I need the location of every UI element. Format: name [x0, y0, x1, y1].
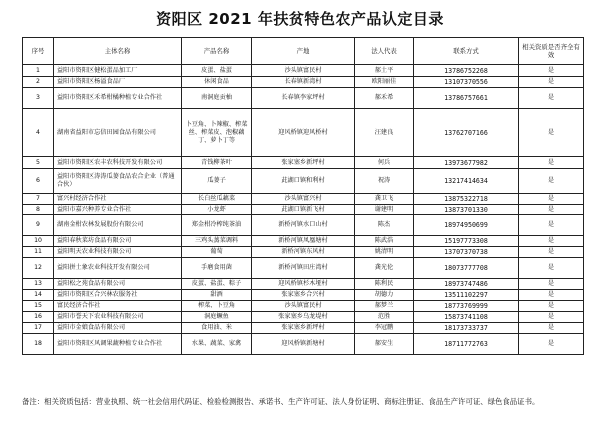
cell-origin: 茈湖口镇新飞村 — [252, 205, 355, 215]
cell-phone: 18974950699 — [414, 215, 519, 236]
cell-valid: 是 — [519, 194, 584, 205]
cell-origin: 长春镇新湾村 — [252, 77, 355, 88]
cell-phone: 13107370556 — [414, 77, 519, 88]
cell-origin: 迎风桥镇杉木垭村 — [252, 279, 355, 290]
cell-no: 8 — [23, 205, 54, 215]
cell-entity: 益阳市资阳区健松蛋品加工厂 — [54, 65, 182, 77]
cell-valid: 是 — [519, 236, 584, 247]
table-row — [23, 279, 584, 290]
cell-product: 青钱柳茶叶 — [182, 157, 252, 169]
cell-rep: 郝土平 — [355, 65, 414, 77]
cell-product: 小龙虾 — [182, 205, 252, 215]
cell-product: 休闲食品 — [182, 77, 252, 88]
header-phone: 联系方式 — [414, 38, 519, 65]
cell-rep: 胡德力 — [355, 290, 414, 301]
cell-origin: 迎风桥镇新塘村 — [252, 334, 355, 355]
cell-origin: 迎风桥镇迎风桥村 — [252, 109, 355, 157]
cell-origin: 长春镇李家坪村 — [252, 88, 355, 109]
cell-phone: 13707370738 — [414, 247, 519, 258]
cell-phone: 13511102297 — [414, 290, 519, 301]
cell-product: 水果、蔬菜、家禽 — [182, 334, 252, 355]
cell-phone: 13873701330 — [414, 205, 519, 215]
cell-entity: 益阳市资阳区合兴林农服务社 — [54, 290, 182, 301]
cell-rep: 郝禾希 — [355, 88, 414, 109]
header-origin: 产地 — [252, 38, 355, 65]
cell-valid: 是 — [519, 312, 584, 323]
cell-rep: 何兵 — [355, 157, 414, 169]
header-valid: 相关资质是否齐全有效 — [519, 38, 584, 65]
cell-product: 葡萄 — [182, 247, 252, 258]
cell-rep: 郝梦兰 — [355, 301, 414, 312]
cell-entity: 富民经济合作社 — [54, 301, 182, 312]
cell-entity: 湖南金柑农林发展股份有限公司 — [54, 215, 182, 236]
cell-no: 4 — [23, 109, 54, 157]
cell-rep: 李冠鹏 — [355, 323, 414, 334]
cell-valid: 是 — [519, 323, 584, 334]
table-row — [23, 215, 584, 236]
cell-product: 甜酒 — [182, 290, 252, 301]
table-row — [23, 290, 584, 301]
cell-origin: 沙头镇富民村 — [252, 65, 355, 77]
cell-no: 16 — [23, 312, 54, 323]
cell-entity: 益阳市嘉兴种养专业合作社 — [54, 205, 182, 215]
cell-entity: 益阳市资阳区农丰农科技开发有限公司 — [54, 157, 182, 169]
cell-valid: 是 — [519, 334, 584, 355]
cell-rep: 汪建良 — [355, 109, 414, 157]
cell-rep: 郝安生 — [355, 334, 414, 355]
cell-phone: 13762707166 — [414, 109, 519, 157]
cell-valid: 是 — [519, 258, 584, 279]
cell-product: 长白丝瓜藕菜 — [182, 194, 252, 205]
cell-origin: 张家塞乡新坪村 — [252, 157, 355, 169]
cell-rep: 范胜 — [355, 312, 414, 323]
cell-no: 5 — [23, 157, 54, 169]
cell-rep: 谢建明 — [355, 205, 414, 215]
cell-phone: 18711772763 — [414, 334, 519, 355]
table-row — [23, 157, 584, 169]
page-title: 资阳区 2021 年扶贫特色农产品认定目录 — [156, 10, 444, 28]
cell-entity: 湖南省益阳市忘信田园食品有限公司 — [54, 109, 182, 157]
cell-no: 12 — [23, 258, 54, 279]
cell-no: 17 — [23, 323, 54, 334]
cell-entity: 益阳春秋菜坊食品有限公司 — [54, 236, 182, 247]
cell-product: 南洞庭贡柚 — [182, 88, 252, 109]
cell-valid: 是 — [519, 157, 584, 169]
cell-valid: 是 — [519, 215, 584, 236]
cell-valid: 是 — [519, 279, 584, 290]
cell-no: 3 — [23, 88, 54, 109]
header-entity: 主体名称 — [54, 38, 182, 65]
table-row — [23, 77, 584, 88]
cell-rep: 龚光伦 — [355, 258, 414, 279]
cell-no: 14 — [23, 290, 54, 301]
table-row — [23, 334, 584, 355]
cell-phone: 18973747486 — [414, 279, 519, 290]
cell-phone: 13217414634 — [414, 169, 519, 194]
cell-entity: 益阳市金娘食品有限公司 — [54, 323, 182, 334]
cell-product: 三鸡头蒸菜调料 — [182, 236, 252, 247]
cell-valid: 是 — [519, 109, 584, 157]
cell-entity: 益阳明天农业科技有限公司 — [54, 247, 182, 258]
cell-phone: 18073777708 — [414, 258, 519, 279]
cell-origin: 新桥河镇田庄湾村 — [252, 258, 355, 279]
cell-product: 洞庭鳜鱼 — [182, 312, 252, 323]
cell-rep: 龚卫飞 — [355, 194, 414, 205]
table-row — [23, 88, 584, 109]
cell-phone: 13786757661 — [414, 88, 519, 109]
table-row — [23, 301, 584, 312]
table-row — [23, 258, 584, 279]
cell-valid: 是 — [519, 88, 584, 109]
cell-rep: 祝涛 — [355, 169, 414, 194]
cell-origin: 张家塞乡乌龙堤村 — [252, 312, 355, 323]
cell-no: 18 — [23, 334, 54, 355]
table-row — [23, 194, 584, 205]
cell-product: 榨菜、卜豆角 — [182, 301, 252, 312]
cell-rep: 姚清明 — [355, 247, 414, 258]
cell-product: 皮蛋、盐蛋、粽子 — [182, 279, 252, 290]
cell-origin: 新桥河镇东风村 — [252, 247, 355, 258]
cell-valid: 是 — [519, 247, 584, 258]
table-row — [23, 169, 584, 194]
table-row — [23, 247, 584, 258]
cell-no: 10 — [23, 236, 54, 247]
header-rep: 法人代表 — [355, 38, 414, 65]
table-row — [23, 323, 584, 334]
table-row — [23, 236, 584, 247]
footnote: 备注：相关资质包括：营业执照、统一社会信用代码证、检验检测报告、承诺书、生产许可证、法人身份证明、商标注册证、食品生产许可证、绿色食品证书。 — [22, 397, 540, 406]
cell-product: 手磨食用菌 — [182, 258, 252, 279]
cell-origin: 新桥河镇凤凰塘村 — [252, 236, 355, 247]
cell-origin: 新桥河镇水口山村 — [252, 215, 355, 236]
cell-origin: 张家塞乡合兴村 — [252, 290, 355, 301]
cell-product: 皮蛋、盐蛋 — [182, 65, 252, 77]
cell-valid: 是 — [519, 169, 584, 194]
cell-valid: 是 — [519, 301, 584, 312]
cell-phone: 18173733737 — [414, 323, 519, 334]
cell-entity: 益阳市资阳区风调果蔬种植专业合作社 — [54, 334, 182, 355]
cell-phone: 18773769999 — [414, 301, 519, 312]
cell-no: 7 — [23, 194, 54, 205]
cell-no: 6 — [23, 169, 54, 194]
table-header-row — [23, 38, 584, 65]
cell-product: 郑金柑冷榨纯茶油 — [182, 215, 252, 236]
cell-entity: 益阳市资阳区涛涛瓜蒌食品农合企业（普通合伙） — [54, 169, 182, 194]
table-row — [23, 109, 584, 157]
cell-rep: 陈杰 — [355, 215, 414, 236]
cell-origin: 沙头镇富兴村 — [252, 194, 355, 205]
cell-rep: 陈武浩 — [355, 236, 414, 247]
cell-entity: 富兴村经济合作社 — [54, 194, 182, 205]
cell-entity: 益阳市资阳区禾希柑橘种植专业合作社 — [54, 88, 182, 109]
table-row — [23, 205, 584, 215]
cell-no: 9 — [23, 215, 54, 236]
cell-entity: 益阳拼土象农业科技开发有限公司 — [54, 258, 182, 279]
cell-no: 1 — [23, 65, 54, 77]
cell-phone: 13973677982 — [414, 157, 519, 169]
cell-valid: 是 — [519, 205, 584, 215]
cell-entity: 益阳市资阳区杨溢食品厂 — [54, 77, 182, 88]
cell-entity: 益阳市誉天下农业科技有限公司 — [54, 312, 182, 323]
table-row — [23, 65, 584, 77]
cell-phone: 15197773308 — [414, 236, 519, 247]
cell-valid: 是 — [519, 77, 584, 88]
cell-rep: 欧阳丽佳 — [355, 77, 414, 88]
cell-product: 卜豆角、卜辣椒、榨菜丝、榨菜皮、泡椒藕丁、萝卜丁等 — [182, 109, 252, 157]
header-no: 序号 — [23, 38, 54, 65]
cell-origin: 沙头镇富民村 — [252, 301, 355, 312]
cell-phone: 13786752268 — [414, 65, 519, 77]
cell-origin: 张家塞乡新坪村 — [252, 323, 355, 334]
cell-rep: 陈利民 — [355, 279, 414, 290]
cell-no: 13 — [23, 279, 54, 290]
cell-phone: 13875322718 — [414, 194, 519, 205]
cell-product: 瓜蒌子 — [182, 169, 252, 194]
cell-phone: 15873741108 — [414, 312, 519, 323]
cell-no: 2 — [23, 77, 54, 88]
cell-product: 食用油、米 — [182, 323, 252, 334]
product-catalog-table — [22, 37, 584, 355]
cell-no: 11 — [23, 247, 54, 258]
cell-origin: 茈湖口镇和利村 — [252, 169, 355, 194]
header-product: 产品名称 — [182, 38, 252, 65]
cell-no: 15 — [23, 301, 54, 312]
table-row — [23, 312, 584, 323]
cell-valid: 是 — [519, 290, 584, 301]
cell-entity: 益阳松之苑食品有限公司 — [54, 279, 182, 290]
cell-valid: 是 — [519, 65, 584, 77]
